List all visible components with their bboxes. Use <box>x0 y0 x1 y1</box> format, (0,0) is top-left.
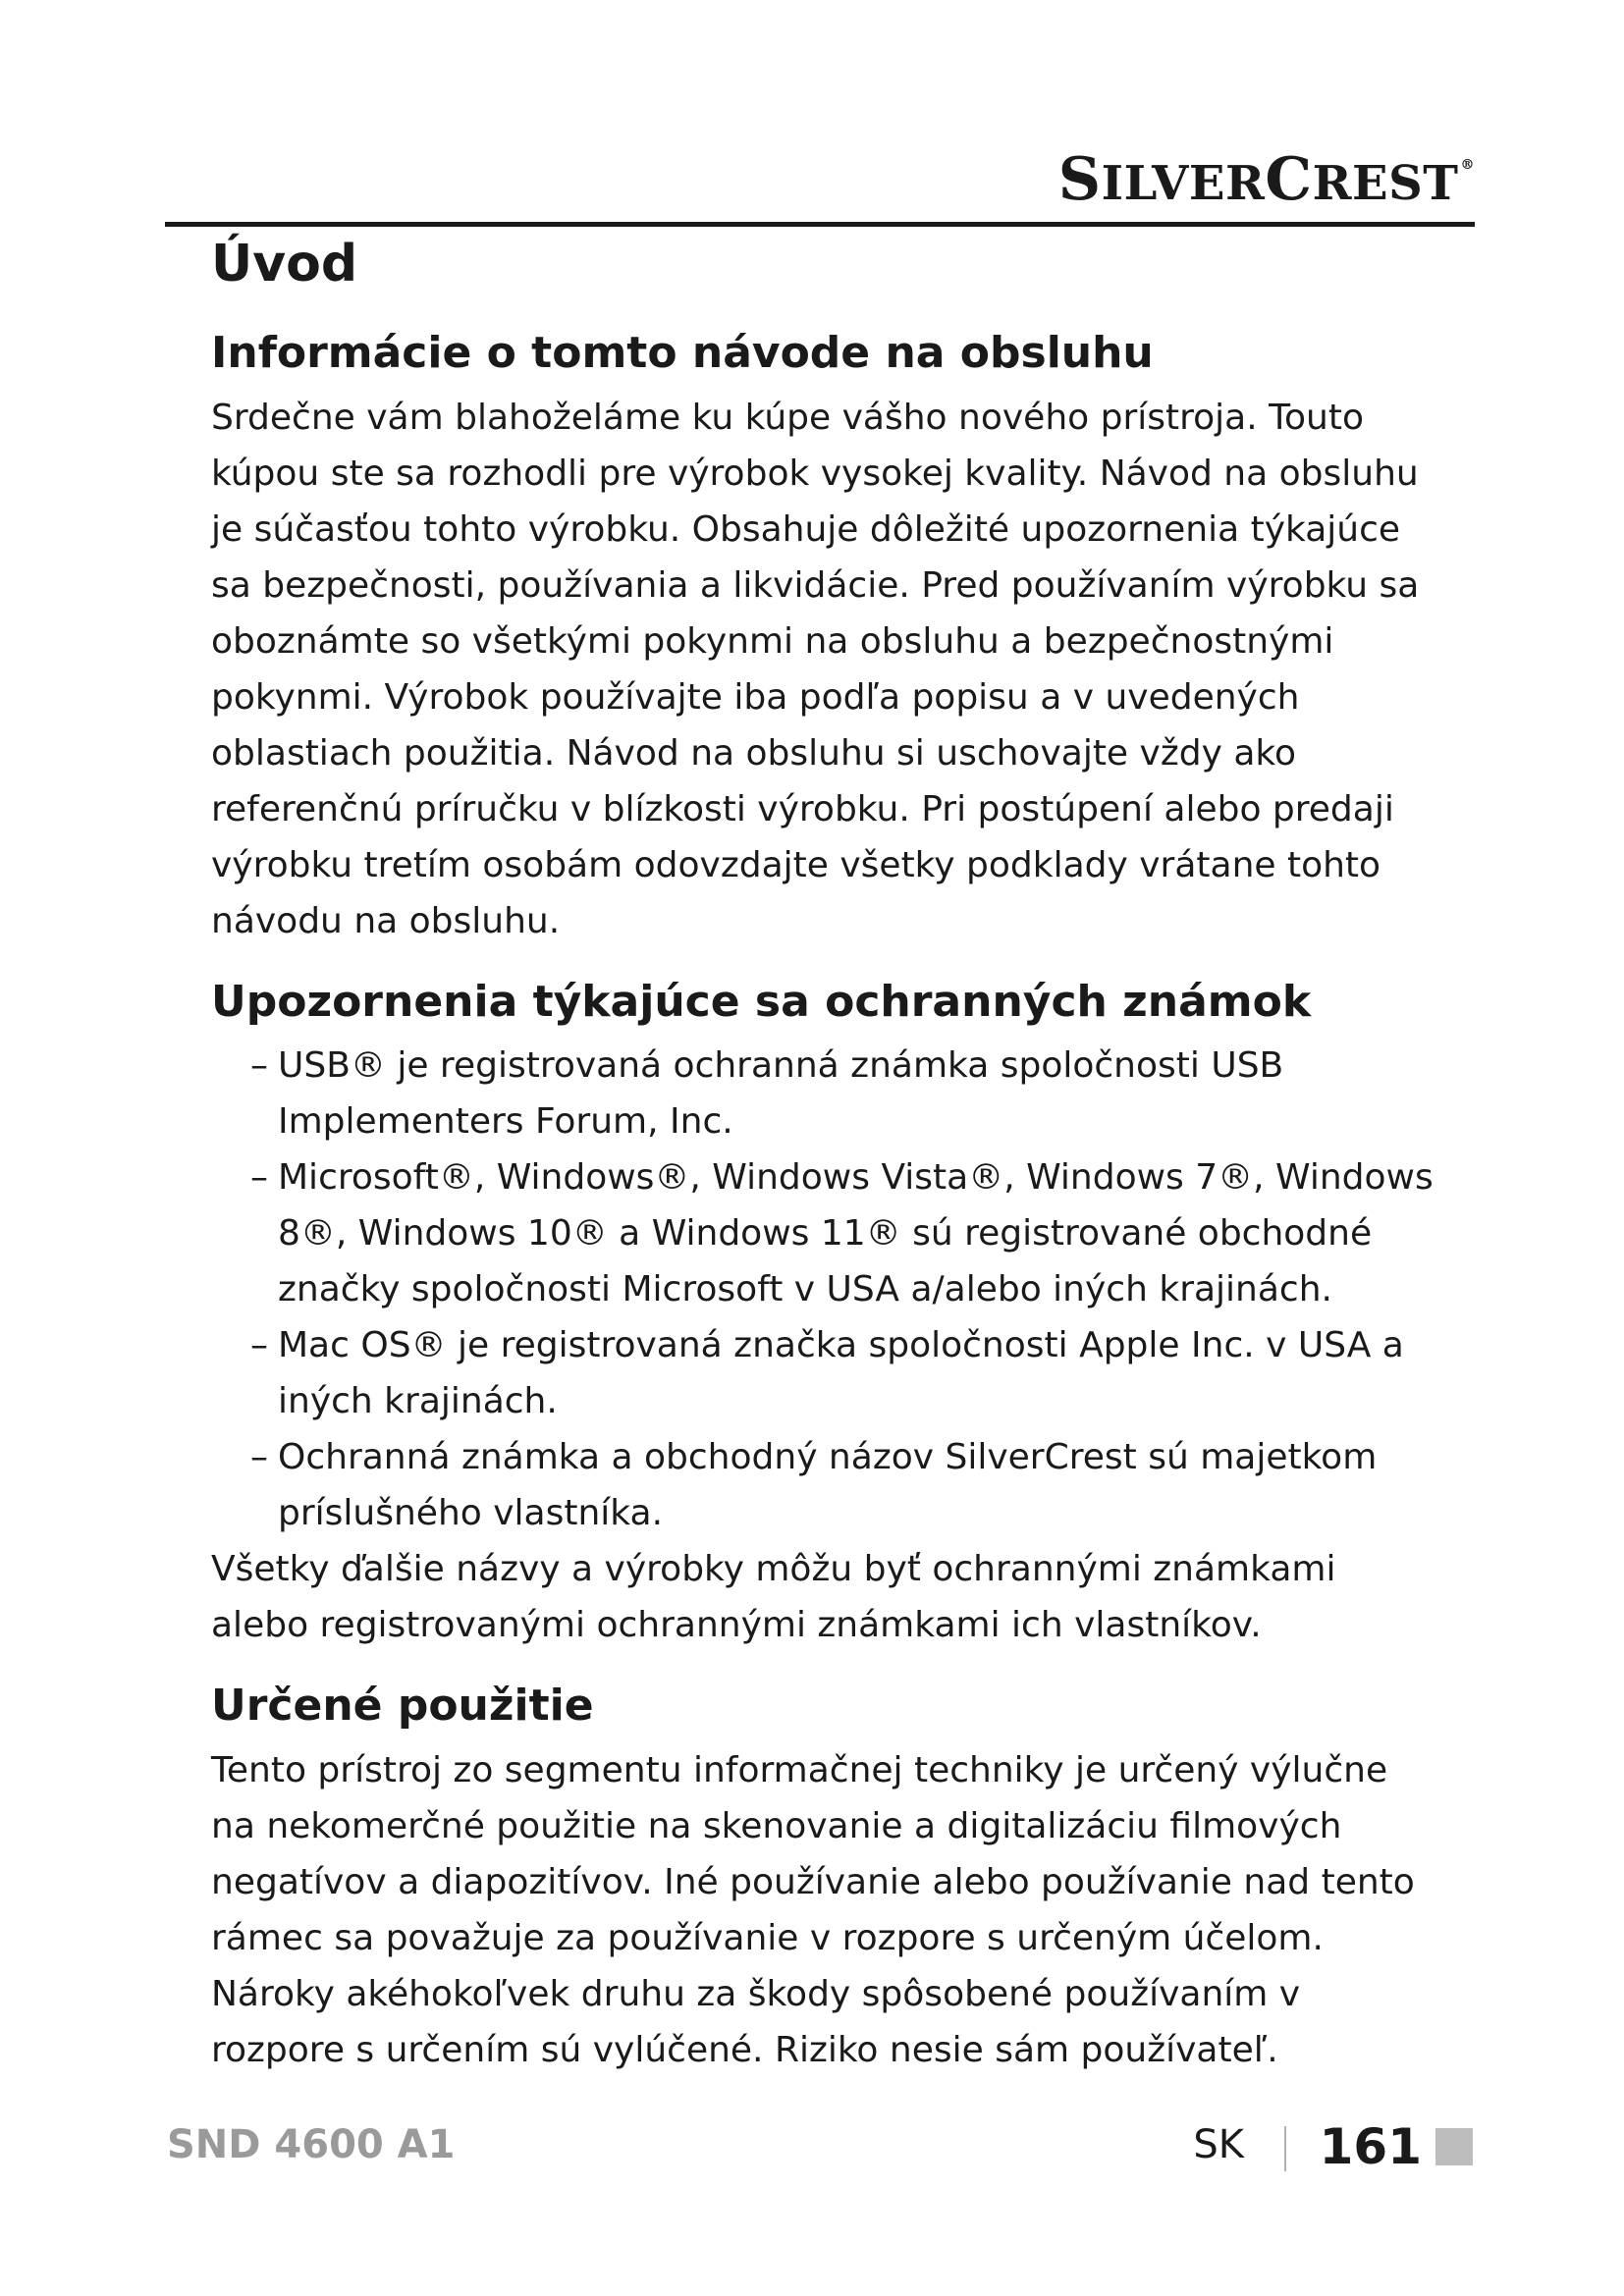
list-item: – USB® je registrovaná ochranná známka spoločnosti USB Implementers Forum, Inc. <box>219 1038 1438 1149</box>
section-heading-manual-info: Informácie o tomto návode na obsluhu <box>211 327 1154 378</box>
model-number: SND 4600 A1 <box>167 2122 456 2167</box>
bullet-marker: – <box>250 1437 268 1478</box>
page-footer <box>167 2118 1473 2181</box>
manual-info-paragraph: Srdečne vám blahoželáme ku kúpe vášho nového prístroja. Touto kúpou ste sa rozhodli pre výrobok vysokej kvality. Návod na obsluhu je súčasťou tohto výrobku. Obsahuje dôležité upozornenia týkajúce sa bezpečnosti, používania a likvidácie. Pred používaním výrobku sa oboznámte so všetkými pokynmi na obsluhu a bezpečnostnými pokynmi. Výrobok používajte iba podľa popisu a v uvedených oblastiach použitia. Návod na obsluhu si uschovajte vždy ako referenčnú príručku v blízkosti výrobku. Pri postúpení alebo predaji výrobku tretím osobám odovzdajte všetky podklady vrátane tohto návodu na obsluhu. <box>211 397 1420 941</box>
section-intended-use <box>211 1681 1438 2078</box>
intended-use-paragraph: Tento prístroj zo segmentu informačnej techniky je určený výlučne na nekomerčné použitie na skenovanie a digitalizáciu filmových negatívov a diapozitívov. Iné používanie alebo používanie nad tento rámec sa považuje za používanie v rozpore s určeným účelom. Nároky akéhokoľvek druhu za škody spôsobené používaním v rozpore s určením sú vylúčené. Riziko nesie sám používateľ. <box>211 1750 1415 2071</box>
bullet-marker: – <box>250 1045 268 1087</box>
page-title: Úvod <box>211 235 358 294</box>
header-rule <box>165 222 1475 227</box>
language-code: SK <box>1193 2122 1244 2167</box>
registered-mark: ® <box>1460 157 1475 173</box>
page-number: 161 <box>1319 2118 1422 2175</box>
silvercrest-logo: SILVERCREST ® <box>1057 145 1475 214</box>
list-item: – Microsoft®, Windows®, Windows Vista®, Windows 7®, Windows 8®, Windows 10® a Windows 11® sú registrované obchodné značky spoločnosti Microsoft v USA a/alebo iných krajinách. <box>219 1149 1438 1317</box>
section-trademarks <box>211 977 1438 1654</box>
list-item: – Ochranná známka a obchodný názov SilverCrest sú majetkom príslušného vlastníka. <box>219 1429 1438 1541</box>
section-heading-intended-use: Určené použitie <box>211 1681 594 1732</box>
trademarks-closing-paragraph: Všetky ďalšie názvy a výrobky môžu byť ochrannými známkami alebo registrovanými ochrannými známkami ich vlastníkov. <box>211 1549 1336 1646</box>
bullet-marker: – <box>250 1157 268 1199</box>
trademark-list <box>211 1038 1438 1541</box>
bullet-marker: – <box>250 1325 268 1366</box>
section-heading-trademarks: Upozornenia týkajúce sa ochranných známok <box>211 976 1312 1027</box>
page-content <box>211 236 1438 2106</box>
page-marker-square <box>1435 2128 1473 2165</box>
footer-divider <box>1284 2126 1286 2171</box>
section-manual-info <box>211 328 1438 949</box>
list-item: – Mac OS® je registrovaná značka spoločnosti Apple Inc. v USA a iných krajinách. <box>219 1317 1438 1429</box>
